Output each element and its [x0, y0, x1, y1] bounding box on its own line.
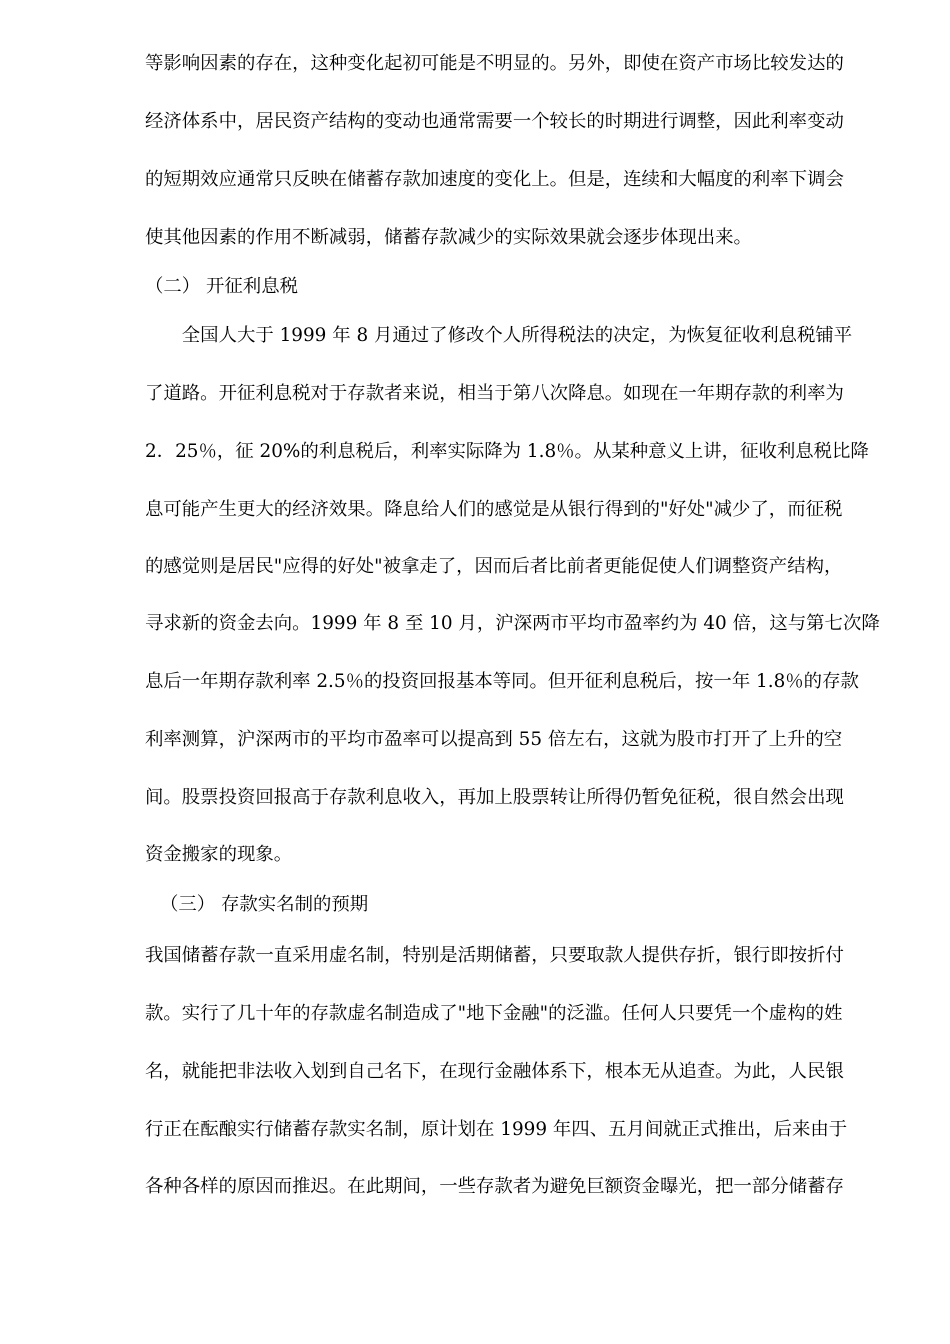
text-line: 息可能产生更大的经济效果。降息给人们的感觉是从银行得到的"好处"减少了，而征税 — [145, 499, 843, 520]
text-line: 各种各样的原因而推迟。在此期间，一些存款者为避免巨额资金曝光，把一部分储蓄存 — [145, 1176, 844, 1197]
section-heading-2: （二） 开征利息税 — [145, 276, 298, 297]
text-line: 2．25％，征 20%的利息税后，利率实际降为 1.8％。从某种意义上讲，征收利息税比降 — [145, 441, 869, 462]
text-line: 利率测算，沪深两市的平均市盈率可以提高到 55 倍左右，这就为股市打开了上升的空 — [145, 729, 843, 750]
text-line: 经济体系中，居民资产结构的变动也通常需要一个较长的时期进行调整，因此利率变动 — [145, 111, 844, 132]
text-line: 我国储蓄存款一直采用虚名制，特别是活期储蓄，只要取款人提供存折，银行即按折付 — [145, 945, 844, 966]
text-line: 了道路。开征利息税对于存款者来说，相当于第八次降息。如现在一年期存款的利率为 — [145, 383, 844, 404]
text-line: 的感觉则是居民"应得的好处"被拿走了，因而后者比前者更能促使人们调整资产结构， — [145, 556, 843, 577]
text-line: 的短期效应通常只反映在储蓄存款加速度的变化上。但是，连续和大幅度的利率下调会 — [145, 169, 844, 190]
text-line: 寻求新的资金去向。1999 年 8 至 10 月，沪深两市平均市盈率约为 40 倍，这与第七次降 — [145, 613, 880, 634]
text-line: 全国人大于 1999 年 8 月通过了修改个人所得税法的决定，为恢复征收利息税铺平 — [145, 325, 853, 346]
text-line: 使其他因素的作用不断减弱，储蓄存款减少的实际效果就会逐步体现出来。 — [145, 227, 752, 248]
text-line: 间。股票投资回报高于存款利息收入，再加上股票转让所得仍暂免征税，很自然会出现 — [145, 787, 844, 808]
text-line: 等影响因素的存在，这种变化起初可能是不明显的。另外，即使在资产市场比较发达的 — [145, 53, 844, 74]
text-line: 行正在酝酿实行储蓄存款实名制，原计划在 1999 年四、五月间就正式推出，后来由于 — [145, 1119, 848, 1140]
text-line: 名，就能把非法收入划到自己名下，在现行金融体系下，根本无从追查。为此，人民银 — [145, 1061, 844, 1082]
text-line: 息后一年期存款利率 2.5％的投资回报基本等同。但开征利息税后，按一年 1.8％的存款 — [145, 671, 859, 692]
text-line: 资金搬家的现象。 — [145, 844, 293, 865]
text-line: 款。实行了几十年的存款虚名制造成了"地下金融"的泛滥。任何人只要凭一个虚构的姓 — [145, 1003, 843, 1024]
section-heading-3: （三） 存款实名制的预期 — [160, 894, 369, 915]
